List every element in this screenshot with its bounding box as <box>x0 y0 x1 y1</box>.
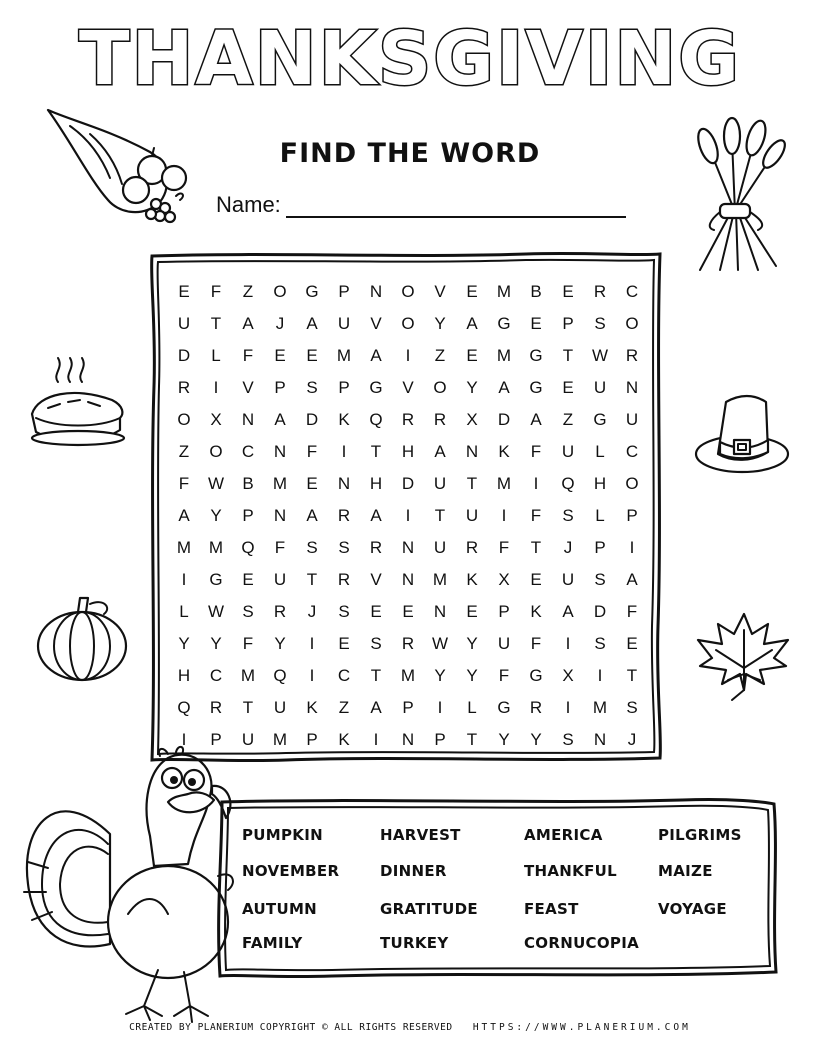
grid-letter[interactable]: T <box>530 538 542 557</box>
grid-letter[interactable]: E <box>306 346 318 365</box>
page-title: THANKSGIVING <box>79 16 741 102</box>
grid-letter[interactable]: I <box>309 634 315 653</box>
grid-letter[interactable]: O <box>433 378 447 397</box>
grid-letter[interactable]: U <box>337 314 351 333</box>
grid-letter[interactable]: S <box>306 538 318 557</box>
grid-letter[interactable]: I <box>373 730 379 749</box>
grid-letter[interactable]: J <box>563 538 573 557</box>
grid-letter[interactable]: R <box>209 698 223 717</box>
grid-letter[interactable]: P <box>594 538 606 557</box>
grid-letter[interactable]: Z <box>338 698 350 717</box>
grid-letter[interactable]: Z <box>178 442 190 461</box>
grid-letter[interactable]: E <box>306 474 318 493</box>
grid-letter[interactable]: E <box>338 634 350 653</box>
grid-letter[interactable]: P <box>498 602 510 621</box>
grid-row <box>168 436 648 468</box>
word-list-item: GRATITUDE <box>380 900 478 918</box>
grid-letter[interactable]: S <box>594 634 606 653</box>
grid-row <box>168 340 648 372</box>
grid-letter[interactable]: T <box>466 474 478 493</box>
grid-letter[interactable]: G <box>529 346 543 365</box>
grid-letter[interactable]: S <box>594 570 606 589</box>
grid-letter[interactable]: I <box>629 538 635 557</box>
grid-letter[interactable]: E <box>178 282 190 301</box>
grid-letter[interactable]: A <box>530 410 542 429</box>
grid-letter[interactable]: M <box>272 474 288 493</box>
grid-letter[interactable]: P <box>242 506 254 525</box>
grid-letter[interactable]: F <box>210 282 222 301</box>
grid-letter[interactable]: I <box>437 698 443 717</box>
grid-row <box>168 596 648 628</box>
grid-letter[interactable]: Y <box>466 378 478 397</box>
grid-letter[interactable]: O <box>401 282 415 301</box>
grid-letter[interactable]: N <box>241 410 255 429</box>
grid-letter[interactable]: H <box>369 474 383 493</box>
grid-letter[interactable]: Y <box>434 314 446 333</box>
grid-letter[interactable]: N <box>625 378 639 397</box>
grid-letter[interactable]: K <box>338 410 350 429</box>
grid-letter[interactable]: A <box>562 602 574 621</box>
grid-letter[interactable]: H <box>401 442 415 461</box>
grid-letter[interactable]: X <box>466 410 478 429</box>
grid-letter[interactable]: R <box>369 538 383 557</box>
grid-letter[interactable]: R <box>433 410 447 429</box>
cornucopia-illustration <box>40 100 190 235</box>
grid-letter[interactable]: U <box>273 698 287 717</box>
grid-letter[interactable]: T <box>370 666 382 685</box>
grid-letter[interactable]: U <box>561 442 575 461</box>
grid-letter[interactable]: S <box>370 634 382 653</box>
grid-letter[interactable]: U <box>561 570 575 589</box>
grid-letter[interactable]: M <box>592 698 608 717</box>
grid-letter[interactable]: P <box>626 506 638 525</box>
grid-letter[interactable]: F <box>530 506 542 525</box>
grid-letter[interactable]: S <box>562 730 574 749</box>
grid-letter[interactable]: F <box>242 634 254 653</box>
grid-letter[interactable]: J <box>307 602 317 621</box>
grid-letter[interactable]: U <box>273 570 287 589</box>
grid-letter[interactable]: U <box>593 378 607 397</box>
grid-letter[interactable]: E <box>402 602 414 621</box>
grid-letter[interactable]: R <box>593 282 607 301</box>
grid-letter[interactable]: B <box>242 474 254 493</box>
grid-letter[interactable]: G <box>369 378 383 397</box>
grid-letter[interactable]: D <box>497 410 511 429</box>
grid-letter[interactable]: J <box>627 730 637 749</box>
grid-letter[interactable]: P <box>306 730 318 749</box>
grid-letter[interactable]: T <box>562 346 574 365</box>
grid-letter[interactable]: E <box>530 314 542 333</box>
word-list-item: TURKEY <box>380 934 449 952</box>
grid-letter[interactable]: C <box>625 282 639 301</box>
word-list-item: FEAST <box>524 900 579 918</box>
grid-letter[interactable]: C <box>241 442 255 461</box>
maple-leaf-illustration <box>694 610 794 705</box>
grid-letter[interactable]: S <box>562 506 574 525</box>
grid-row <box>168 404 648 436</box>
grid-letter[interactable]: A <box>242 314 254 333</box>
grid-letter[interactable]: O <box>625 314 639 333</box>
grid-letter[interactable]: T <box>626 666 638 685</box>
grid-letter[interactable]: S <box>242 602 254 621</box>
grid-letter[interactable]: Q <box>561 474 575 493</box>
grid-letter[interactable]: F <box>178 474 190 493</box>
grid-letter[interactable]: Q <box>369 410 383 429</box>
grid-letter[interactable]: I <box>597 666 603 685</box>
grid-letter[interactable]: N <box>273 442 287 461</box>
letter-grid <box>168 276 648 756</box>
grid-letter[interactable]: A <box>434 442 446 461</box>
grid-letter[interactable]: O <box>177 410 191 429</box>
grid-letter[interactable]: G <box>529 666 543 685</box>
grid-letter[interactable]: D <box>401 474 415 493</box>
word-list-item: AUTUMN <box>242 900 318 918</box>
grid-letter[interactable]: D <box>593 602 607 621</box>
grid-letter[interactable]: L <box>467 698 477 717</box>
grid-letter[interactable]: K <box>498 442 510 461</box>
pilgrim-hat-illustration <box>692 388 792 483</box>
grid-letter[interactable]: G <box>497 314 511 333</box>
grid-letter[interactable]: A <box>178 506 190 525</box>
grid-letter[interactable]: M <box>496 346 512 365</box>
grid-letter[interactable]: I <box>405 346 411 365</box>
grid-row <box>168 500 648 532</box>
grid-row <box>168 724 648 756</box>
grid-letter[interactable]: F <box>242 346 254 365</box>
grid-letter[interactable]: Y <box>466 666 478 685</box>
grid-letter[interactable]: E <box>562 282 574 301</box>
grid-letter[interactable]: R <box>401 634 415 653</box>
grid-letter[interactable]: C <box>209 666 223 685</box>
grid-letter[interactable]: H <box>593 474 607 493</box>
grid-letter[interactable]: F <box>626 602 638 621</box>
grid-letter[interactable]: G <box>529 378 543 397</box>
word-list-item: PUMPKIN <box>242 826 323 844</box>
grid-letter[interactable]: V <box>242 378 254 397</box>
grid-letter[interactable]: W <box>207 602 225 621</box>
grid-letter[interactable]: T <box>434 506 446 525</box>
word-list-border <box>212 794 782 982</box>
word-list-item: CORNUCOPIA <box>524 934 639 952</box>
grid-letter[interactable]: R <box>337 506 351 525</box>
grid-letter[interactable]: G <box>593 410 607 429</box>
grid-letter[interactable]: U <box>465 506 479 525</box>
grid-letter[interactable]: A <box>626 570 638 589</box>
grid-letter[interactable]: Q <box>177 698 191 717</box>
grid-letter[interactable]: U <box>177 314 191 333</box>
grid-letter[interactable]: S <box>594 314 606 333</box>
word-search-puzzle <box>146 246 666 766</box>
grid-letter[interactable]: S <box>338 538 350 557</box>
grid-letter[interactable]: E <box>626 634 638 653</box>
footer-copyright: CREATED BY PLANERIUM COPYRIGHT © ALL RIGHTS RESERVED <box>129 1022 453 1033</box>
word-list-item: MAIZE <box>658 862 713 880</box>
grid-letter[interactable]: J <box>275 314 285 333</box>
grid-letter[interactable]: R <box>529 698 543 717</box>
grid-letter[interactable]: E <box>466 282 478 301</box>
grid-letter[interactable]: N <box>337 474 351 493</box>
grid-letter[interactable]: A <box>498 378 510 397</box>
grid-letter[interactable]: N <box>593 730 607 749</box>
grid-letter[interactable]: U <box>625 410 639 429</box>
grid-letter[interactable]: U <box>433 538 447 557</box>
grid-letter[interactable]: P <box>338 282 350 301</box>
grid-letter[interactable]: U <box>241 730 255 749</box>
grid-letter[interactable]: W <box>207 474 225 493</box>
grid-letter[interactable]: P <box>274 378 286 397</box>
grid-letter[interactable]: F <box>498 666 510 685</box>
grid-row <box>168 628 648 660</box>
word-list-item: VOYAGE <box>658 900 727 918</box>
footer-url[interactable]: HTTPS://WWW.PLANERIUM.COM <box>472 1022 691 1033</box>
grid-letter[interactable]: G <box>209 570 223 589</box>
grid-letter[interactable]: A <box>370 346 382 365</box>
grid-letter[interactable]: A <box>370 506 382 525</box>
word-list-item: PILGRIMS <box>658 826 742 844</box>
grid-letter[interactable]: X <box>498 570 510 589</box>
grid-letter[interactable]: M <box>336 346 352 365</box>
grid-row <box>168 372 648 404</box>
grid-letter[interactable]: S <box>626 698 638 717</box>
word-list-item: DINNER <box>380 862 447 880</box>
name-write-line[interactable] <box>286 216 626 218</box>
grid-letter[interactable]: S <box>306 378 318 397</box>
grid-letter[interactable]: T <box>242 698 254 717</box>
grid-letter[interactable]: W <box>591 346 609 365</box>
grid-letter[interactable]: Y <box>530 730 542 749</box>
grid-letter[interactable]: P <box>434 730 446 749</box>
grid-letter[interactable]: D <box>177 346 191 365</box>
grid-letter[interactable]: R <box>625 346 639 365</box>
grid-letter[interactable]: D <box>305 410 319 429</box>
grid-letter[interactable]: I <box>181 570 187 589</box>
grid-letter[interactable]: M <box>272 730 288 749</box>
grid-letter[interactable]: N <box>465 442 479 461</box>
grid-letter[interactable]: R <box>337 570 351 589</box>
grid-letter[interactable]: V <box>434 282 446 301</box>
grid-letter[interactable]: I <box>533 474 539 493</box>
grid-letter[interactable]: I <box>405 506 411 525</box>
grid-letter[interactable]: E <box>466 346 478 365</box>
grid-letter[interactable]: U <box>433 474 447 493</box>
grid-letter[interactable]: C <box>337 666 351 685</box>
word-list-item: THANKFUL <box>524 862 617 880</box>
grid-letter[interactable]: T <box>306 570 318 589</box>
grid-letter[interactable]: I <box>181 730 187 749</box>
grid-letter[interactable]: I <box>341 442 347 461</box>
grid-letter[interactable]: M <box>496 282 512 301</box>
grid-letter[interactable]: B <box>530 282 542 301</box>
grid-letter[interactable]: E <box>274 346 286 365</box>
grid-letter[interactable]: V <box>370 314 382 333</box>
grid-letter[interactable]: L <box>595 506 605 525</box>
grid-letter[interactable]: E <box>530 570 542 589</box>
grid-letter[interactable]: G <box>497 698 511 717</box>
grid-letter[interactable]: M <box>176 538 192 557</box>
grid-letter[interactable]: Z <box>434 346 446 365</box>
grid-row <box>168 532 648 564</box>
grid-letter[interactable]: F <box>530 634 542 653</box>
pie-illustration <box>28 352 128 457</box>
grid-letter[interactable]: P <box>402 698 414 717</box>
grid-letter[interactable]: L <box>211 346 221 365</box>
grid-letter[interactable]: H <box>177 666 191 685</box>
grid-letter[interactable]: R <box>465 538 479 557</box>
word-list-item: AMERICA <box>524 826 603 844</box>
grid-letter[interactable]: N <box>401 570 415 589</box>
grid-letter[interactable]: S <box>338 602 350 621</box>
grid-letter[interactable]: F <box>306 442 318 461</box>
grid-letter[interactable]: R <box>401 410 415 429</box>
grid-letter[interactable]: O <box>401 314 415 333</box>
grid-letter[interactable]: X <box>210 410 222 429</box>
grid-letter[interactable]: I <box>309 666 315 685</box>
grid-letter[interactable]: K <box>530 602 542 621</box>
grid-letter[interactable]: K <box>338 730 350 749</box>
grid-letter[interactable]: K <box>466 570 478 589</box>
grid-letter[interactable]: V <box>402 378 414 397</box>
grid-row <box>168 308 648 340</box>
grid-letter[interactable]: A <box>274 410 286 429</box>
pumpkin-illustration <box>34 594 130 689</box>
grid-letter[interactable]: A <box>466 314 478 333</box>
grid-letter[interactable]: E <box>370 602 382 621</box>
grid-letter[interactable]: K <box>306 698 318 717</box>
grid-letter[interactable]: P <box>562 314 574 333</box>
grid-letter[interactable]: F <box>498 538 510 557</box>
grid-letter[interactable]: T <box>370 442 382 461</box>
grid-letter[interactable]: U <box>497 634 511 653</box>
grid-letter[interactable]: L <box>179 602 189 621</box>
grid-letter[interactable]: A <box>306 506 318 525</box>
grid-letter[interactable]: W <box>431 634 449 653</box>
grid-letter[interactable]: Q <box>241 538 255 557</box>
grid-row <box>168 276 648 308</box>
grid-letter[interactable]: R <box>273 602 287 621</box>
grid-letter[interactable]: I <box>565 634 571 653</box>
grid-letter[interactable]: N <box>401 538 415 557</box>
grid-letter[interactable]: M <box>208 538 224 557</box>
grid-letter[interactable]: I <box>213 378 219 397</box>
grid-letter[interactable]: C <box>625 442 639 461</box>
page-subtitle: FIND THE WORD <box>279 138 541 169</box>
word-list-item: FAMILY <box>242 934 303 952</box>
grid-letter[interactable]: M <box>240 666 256 685</box>
grid-letter[interactable]: I <box>501 506 507 525</box>
grid-letter[interactable]: N <box>273 506 287 525</box>
grid-letter[interactable]: R <box>177 378 191 397</box>
grid-letter[interactable]: E <box>562 378 574 397</box>
grid-row <box>168 468 648 500</box>
grid-letter[interactable]: Y <box>178 634 190 653</box>
grid-letter[interactable]: Y <box>466 634 478 653</box>
grid-letter[interactable]: G <box>305 282 319 301</box>
grid-letter[interactable]: F <box>530 442 542 461</box>
word-list-item: NOVEMBER <box>242 862 340 880</box>
grid-letter[interactable]: N <box>369 282 383 301</box>
grid-letter[interactable]: I <box>565 698 571 717</box>
word-list <box>212 794 782 982</box>
grid-letter[interactable]: P <box>338 378 350 397</box>
grid-letter[interactable]: F <box>274 538 286 557</box>
grid-letter[interactable]: V <box>370 570 382 589</box>
grid-row <box>168 660 648 692</box>
grid-letter[interactable]: E <box>242 570 254 589</box>
grid-letter[interactable]: M <box>432 570 448 589</box>
grid-letter[interactable]: Y <box>498 730 510 749</box>
grid-letter[interactable]: L <box>595 442 605 461</box>
grid-letter[interactable]: O <box>273 282 287 301</box>
name-label: Name: <box>216 192 281 217</box>
name-field[interactable] <box>216 190 626 222</box>
grid-row <box>168 564 648 596</box>
grid-letter[interactable]: Z <box>562 410 574 429</box>
grid-row <box>168 692 648 724</box>
grid-letter[interactable]: Q <box>273 666 287 685</box>
grid-letter[interactable]: M <box>496 474 512 493</box>
grid-letter[interactable]: Y <box>434 666 446 685</box>
footer <box>0 1022 820 1033</box>
grid-letter[interactable]: N <box>401 730 415 749</box>
grid-letter[interactable]: Z <box>242 282 254 301</box>
grid-letter[interactable]: Y <box>210 634 222 653</box>
grid-letter[interactable]: E <box>466 602 478 621</box>
word-list-item: HARVEST <box>380 826 461 844</box>
grid-letter[interactable]: Y <box>210 506 222 525</box>
grid-letter[interactable]: X <box>562 666 574 685</box>
grid-letter[interactable]: T <box>210 314 222 333</box>
grid-letter[interactable]: T <box>466 730 478 749</box>
grid-letter[interactable]: P <box>210 730 222 749</box>
grid-letter[interactable]: Y <box>274 634 286 653</box>
grid-letter[interactable]: A <box>306 314 318 333</box>
grid-letter[interactable]: M <box>400 666 416 685</box>
wheat-bundle-illustration <box>680 120 790 275</box>
grid-letter[interactable]: A <box>370 698 382 717</box>
grid-letter[interactable]: O <box>625 474 639 493</box>
grid-letter[interactable]: O <box>209 442 223 461</box>
grid-letter[interactable]: N <box>433 602 447 621</box>
